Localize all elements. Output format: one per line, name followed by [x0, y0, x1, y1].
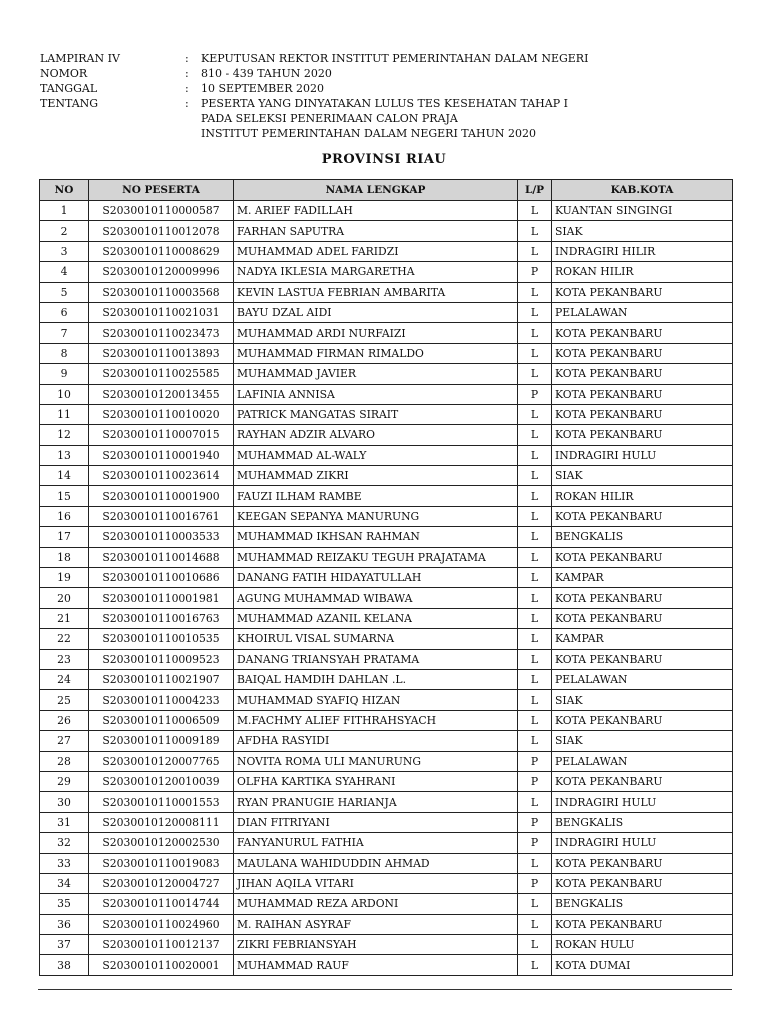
table-row	[40, 425, 733, 445]
cell-nama-lengkap: FANYANURUL FATHIA	[234, 833, 518, 853]
cell-no-peserta: S2030010110019083	[89, 853, 234, 873]
cell-no-peserta: S2030010120009996	[89, 262, 234, 282]
cell-no: 37	[40, 935, 89, 955]
cell-no: 32	[40, 833, 89, 853]
cell-kab-kota: KOTA PEKANBARU	[552, 873, 733, 893]
cell-nama-lengkap: KEEGAN SEPANYA MANURUNG	[234, 506, 518, 526]
tentang-line: INSTITUT PEMERINTAHAN DALAM NEGERI TAHUN 2020	[201, 127, 536, 140]
table-row	[40, 914, 733, 934]
cell-no-peserta: S2030010110003568	[89, 282, 234, 302]
table-row	[40, 486, 733, 506]
cell-nama-lengkap: LAFINIA ANNISA	[234, 384, 518, 404]
cell-nama-lengkap: MUHAMMAD ZIKRI	[234, 466, 518, 486]
cell-no-peserta: S2030010110010686	[89, 568, 234, 588]
cell-no: 6	[40, 302, 89, 322]
cell-lp: L	[518, 710, 552, 730]
cell-no: 23	[40, 649, 89, 669]
cell-nama-lengkap: BAYU DZAL AIDI	[234, 302, 518, 322]
cell-lp: P	[518, 812, 552, 832]
cell-no-peserta: S2030010120007765	[89, 751, 234, 771]
tentang-line: PESERTA YANG DINYATAKAN LULUS TES KESEHATAN TAHAP I	[201, 97, 568, 110]
cell-no: 21	[40, 608, 89, 628]
cell-nama-lengkap: DIAN FITRIYANI	[234, 812, 518, 832]
table-row	[40, 935, 733, 955]
colon: :	[185, 82, 189, 95]
table-row	[40, 608, 733, 628]
cell-lp: L	[518, 527, 552, 547]
cell-nama-lengkap: MUHAMMAD SYAFIQ HIZAN	[234, 690, 518, 710]
footer-divider	[38, 989, 732, 990]
cell-lp: L	[518, 364, 552, 384]
cell-no: 20	[40, 588, 89, 608]
cell-lp: L	[518, 894, 552, 914]
table-row	[40, 873, 733, 893]
cell-nama-lengkap: KHOIRUL VISAL SUMARNA	[234, 629, 518, 649]
cell-no: 4	[40, 262, 89, 282]
cell-no-peserta: S2030010110001981	[89, 588, 234, 608]
cell-kab-kota: KUANTAN SINGINGI	[552, 201, 733, 221]
cell-no-peserta: S2030010110008629	[89, 241, 234, 261]
table-row	[40, 955, 733, 975]
cell-kab-kota: SIAK	[552, 731, 733, 751]
cell-kab-kota: PELALAWAN	[552, 751, 733, 771]
cell-nama-lengkap: MAULANA WAHIDUDDIN AHMAD	[234, 853, 518, 873]
cell-no: 27	[40, 731, 89, 751]
cell-kab-kota: KOTA PEKANBARU	[552, 547, 733, 567]
cell-kab-kota: SIAK	[552, 466, 733, 486]
cell-lp: L	[518, 486, 552, 506]
cell-lp: L	[518, 629, 552, 649]
cell-lp: L	[518, 731, 552, 751]
cell-lp: L	[518, 935, 552, 955]
cell-lp: L	[518, 221, 552, 241]
header-row-tentang	[40, 96, 740, 141]
cell-no: 13	[40, 445, 89, 465]
table-row	[40, 384, 733, 404]
table-row	[40, 833, 733, 853]
table-row	[40, 445, 733, 465]
cell-nama-lengkap: KEVIN LASTUA FEBRIAN AMBARITA	[234, 282, 518, 302]
column-header-nama-lengkap: NAMA LENGKAP	[234, 180, 518, 201]
cell-nama-lengkap: ZIKRI FEBRIANSYAH	[234, 935, 518, 955]
cell-lp: L	[518, 690, 552, 710]
table-row	[40, 506, 733, 526]
document-header	[40, 51, 740, 141]
cell-nama-lengkap: MUHAMMAD ADEL FARIDZI	[234, 241, 518, 261]
cell-lp: L	[518, 404, 552, 424]
cell-nama-lengkap: MUHAMMAD AZANIL KELANA	[234, 608, 518, 628]
table-row	[40, 812, 733, 832]
cell-kab-kota: SIAK	[552, 221, 733, 241]
cell-no-peserta: S2030010110016763	[89, 608, 234, 628]
cell-no-peserta: S2030010110023614	[89, 466, 234, 486]
cell-kab-kota: INDRAGIRI HULU	[552, 833, 733, 853]
cell-lp: L	[518, 445, 552, 465]
cell-nama-lengkap: AFDHA RASYIDI	[234, 731, 518, 751]
cell-lp: L	[518, 323, 552, 343]
lampiran-value: KEPUTUSAN REKTOR INSTITUT PEMERINTAHAN DALAM NEGERI	[201, 52, 589, 65]
cell-nama-lengkap: BAIQAL HAMDIH DAHLAN .L.	[234, 669, 518, 689]
cell-no-peserta: S2030010110006509	[89, 710, 234, 730]
header-row-tanggal	[40, 81, 740, 96]
cell-no: 8	[40, 343, 89, 363]
cell-no: 24	[40, 669, 89, 689]
tanggal-value: 10 SEPTEMBER 2020	[201, 82, 324, 95]
cell-no-peserta: S2030010110001553	[89, 792, 234, 812]
cell-no-peserta: S2030010120004727	[89, 873, 234, 893]
cell-no: 25	[40, 690, 89, 710]
cell-no-peserta: S2030010110021907	[89, 669, 234, 689]
table-row	[40, 792, 733, 812]
table-row	[40, 302, 733, 322]
cell-nama-lengkap: MUHAMMAD FIRMAN RIMALDO	[234, 343, 518, 363]
lampiran-label: LAMPIRAN IV	[40, 52, 120, 65]
cell-lp: L	[518, 506, 552, 526]
cell-no-peserta: S2030010110016761	[89, 506, 234, 526]
cell-no-peserta: S2030010110013893	[89, 343, 234, 363]
table-row	[40, 527, 733, 547]
cell-no-peserta: S2030010110004233	[89, 690, 234, 710]
cell-no-peserta: S2030010110000587	[89, 201, 234, 221]
cell-nama-lengkap: MUHAMMAD REIZAKU TEGUH PRAJATAMA	[234, 547, 518, 567]
cell-nama-lengkap: FARHAN SAPUTRA	[234, 221, 518, 241]
header-row-lampiran	[40, 51, 740, 66]
cell-no: 16	[40, 506, 89, 526]
cell-no: 18	[40, 547, 89, 567]
cell-nama-lengkap: MUHAMMAD REZA ARDONI	[234, 894, 518, 914]
table-row	[40, 282, 733, 302]
cell-lp: L	[518, 608, 552, 628]
cell-nama-lengkap: RAYHAN ADZIR ALVARO	[234, 425, 518, 445]
cell-kab-kota: PELALAWAN	[552, 302, 733, 322]
table-row	[40, 894, 733, 914]
cell-no-peserta: S2030010120002530	[89, 833, 234, 853]
cell-nama-lengkap: DANANG TRIANSYAH PRATAMA	[234, 649, 518, 669]
cell-no-peserta: S2030010110003533	[89, 527, 234, 547]
cell-lp: L	[518, 466, 552, 486]
cell-nama-lengkap: RYAN PRANUGIE HARIANJA	[234, 792, 518, 812]
cell-no: 15	[40, 486, 89, 506]
participants-table	[39, 179, 733, 976]
table-row	[40, 568, 733, 588]
cell-lp: P	[518, 771, 552, 791]
cell-lp: L	[518, 201, 552, 221]
table-row	[40, 588, 733, 608]
cell-no-peserta: S2030010120010039	[89, 771, 234, 791]
table-body	[40, 201, 733, 976]
cell-no: 9	[40, 364, 89, 384]
table-row	[40, 343, 733, 363]
cell-kab-kota: KOTA PEKANBARU	[552, 506, 733, 526]
cell-no: 17	[40, 527, 89, 547]
tentang-line: PADA SELEKSI PENERIMAAN CALON PRAJA	[201, 112, 458, 125]
cell-no-peserta: S2030010120008111	[89, 812, 234, 832]
cell-no: 19	[40, 568, 89, 588]
cell-no: 28	[40, 751, 89, 771]
table-row	[40, 241, 733, 261]
cell-lp: P	[518, 751, 552, 771]
cell-nama-lengkap: OLFHA KARTIKA SYAHRANI	[234, 771, 518, 791]
cell-lp: L	[518, 853, 552, 873]
cell-no-peserta: S2030010110009523	[89, 649, 234, 669]
cell-no-peserta: S2030010110009189	[89, 731, 234, 751]
cell-kab-kota: KOTA PEKANBARU	[552, 425, 733, 445]
cell-no-peserta: S2030010110012137	[89, 935, 234, 955]
cell-no-peserta: S2030010110014744	[89, 894, 234, 914]
cell-lp: P	[518, 262, 552, 282]
cell-kab-kota: KOTA PEKANBARU	[552, 588, 733, 608]
table-row	[40, 629, 733, 649]
cell-kab-kota: INDRAGIRI HULU	[552, 445, 733, 465]
cell-kab-kota: KOTA PEKANBARU	[552, 771, 733, 791]
cell-no: 30	[40, 792, 89, 812]
cell-no: 33	[40, 853, 89, 873]
header-row-nomor	[40, 66, 740, 81]
cell-no: 26	[40, 710, 89, 730]
table-row	[40, 364, 733, 384]
cell-no-peserta: S2030010110001940	[89, 445, 234, 465]
cell-no-peserta: S2030010110024960	[89, 914, 234, 934]
cell-no: 12	[40, 425, 89, 445]
cell-lp: L	[518, 649, 552, 669]
cell-kab-kota: KOTA PEKANBARU	[552, 282, 733, 302]
cell-no-peserta: S2030010110010020	[89, 404, 234, 424]
tanggal-label: TANGGAL	[40, 82, 98, 95]
tentang-label: TENTANG	[40, 97, 99, 110]
cell-nama-lengkap: FAUZI ILHAM RAMBE	[234, 486, 518, 506]
cell-kab-kota: BENGKALIS	[552, 812, 733, 832]
colon: :	[185, 67, 189, 80]
cell-no: 11	[40, 404, 89, 424]
cell-no: 14	[40, 466, 89, 486]
cell-no-peserta: S2030010110012078	[89, 221, 234, 241]
nomor-value: 810 - 439 TAHUN 2020	[201, 67, 332, 80]
cell-kab-kota: KOTA PEKANBARU	[552, 853, 733, 873]
cell-nama-lengkap: M.FACHMY ALIEF FITHRAHSYACH	[234, 710, 518, 730]
cell-kab-kota: KAMPAR	[552, 568, 733, 588]
cell-lp: L	[518, 669, 552, 689]
cell-kab-kota: KOTA PEKANBARU	[552, 608, 733, 628]
table-row	[40, 751, 733, 771]
cell-kab-kota: KOTA DUMAI	[552, 955, 733, 975]
cell-nama-lengkap: JIHAN AQILA VITARI	[234, 873, 518, 893]
cell-no: 38	[40, 955, 89, 975]
cell-lp: L	[518, 568, 552, 588]
cell-lp: L	[518, 343, 552, 363]
colon: :	[185, 52, 189, 65]
table-row	[40, 466, 733, 486]
cell-lp: L	[518, 792, 552, 812]
cell-no-peserta: S2030010110010535	[89, 629, 234, 649]
column-header-kab-kota: KAB.KOTA	[552, 180, 733, 201]
table-row	[40, 731, 733, 751]
cell-nama-lengkap: MUHAMMAD AL-WALY	[234, 445, 518, 465]
cell-kab-kota: KOTA PEKANBARU	[552, 404, 733, 424]
table-row	[40, 404, 733, 424]
cell-lp: L	[518, 955, 552, 975]
cell-no-peserta: S2030010110025585	[89, 364, 234, 384]
cell-kab-kota: KOTA PEKANBARU	[552, 384, 733, 404]
cell-nama-lengkap: AGUNG MUHAMMAD WIBAWA	[234, 588, 518, 608]
cell-lp: P	[518, 384, 552, 404]
table-row	[40, 669, 733, 689]
cell-no-peserta: S2030010110001900	[89, 486, 234, 506]
table-row	[40, 853, 733, 873]
cell-nama-lengkap: M. ARIEF FADILLAH	[234, 201, 518, 221]
cell-nama-lengkap: DANANG FATIH HIDAYATULLAH	[234, 568, 518, 588]
table-header-row	[40, 180, 733, 201]
cell-kab-kota: KOTA PEKANBARU	[552, 364, 733, 384]
cell-lp: L	[518, 425, 552, 445]
cell-kab-kota: ROKAN HULU	[552, 935, 733, 955]
cell-nama-lengkap: M. RAIHAN ASYRAF	[234, 914, 518, 934]
cell-kab-kota: INDRAGIRI HULU	[552, 792, 733, 812]
column-header-no-peserta: NO PESERTA	[89, 180, 234, 201]
table-row	[40, 771, 733, 791]
cell-lp: L	[518, 241, 552, 261]
cell-kab-kota: KOTA PEKANBARU	[552, 343, 733, 363]
cell-lp: L	[518, 302, 552, 322]
cell-nama-lengkap: MUHAMMAD RAUF	[234, 955, 518, 975]
column-header-lp: L/P	[518, 180, 552, 201]
cell-no-peserta: S2030010110014688	[89, 547, 234, 567]
cell-no: 35	[40, 894, 89, 914]
nomor-label: NOMOR	[40, 67, 88, 80]
table-row	[40, 690, 733, 710]
table-row	[40, 262, 733, 282]
cell-no-peserta: S2030010110023473	[89, 323, 234, 343]
cell-kab-kota: BENGKALIS	[552, 894, 733, 914]
cell-no: 7	[40, 323, 89, 343]
table-row	[40, 710, 733, 730]
colon: :	[185, 97, 189, 110]
cell-lp: P	[518, 833, 552, 853]
cell-kab-kota: KOTA PEKANBARU	[552, 710, 733, 730]
cell-no: 1	[40, 201, 89, 221]
cell-kab-kota: BENGKALIS	[552, 527, 733, 547]
cell-nama-lengkap: PATRICK MANGATAS SIRAIT	[234, 404, 518, 424]
cell-no: 5	[40, 282, 89, 302]
cell-no: 2	[40, 221, 89, 241]
cell-no: 29	[40, 771, 89, 791]
column-header-no: NO	[40, 180, 89, 201]
cell-kab-kota: ROKAN HILIR	[552, 486, 733, 506]
province-title: PROVINSI RIAU	[321, 152, 447, 167]
cell-lp: L	[518, 282, 552, 302]
cell-no: 36	[40, 914, 89, 934]
cell-lp: L	[518, 588, 552, 608]
cell-kab-kota: KAMPAR	[552, 629, 733, 649]
cell-no: 10	[40, 384, 89, 404]
cell-nama-lengkap: NADYA IKLESIA MARGARETHA	[234, 262, 518, 282]
cell-no: 3	[40, 241, 89, 261]
cell-nama-lengkap: NOVITA ROMA ULI MANURUNG	[234, 751, 518, 771]
cell-no-peserta: S2030010110020001	[89, 955, 234, 975]
cell-kab-kota: KOTA PEKANBARU	[552, 914, 733, 934]
cell-lp: P	[518, 873, 552, 893]
table-row	[40, 221, 733, 241]
cell-kab-kota: PELALAWAN	[552, 669, 733, 689]
cell-kab-kota: SIAK	[552, 690, 733, 710]
cell-kab-kota: KOTA PEKANBARU	[552, 649, 733, 669]
cell-no: 34	[40, 873, 89, 893]
cell-kab-kota: KOTA PEKANBARU	[552, 323, 733, 343]
cell-no: 31	[40, 812, 89, 832]
table-row	[40, 201, 733, 221]
cell-no-peserta: S2030010110007015	[89, 425, 234, 445]
cell-no-peserta: S2030010120013455	[89, 384, 234, 404]
cell-kab-kota: ROKAN HILIR	[552, 262, 733, 282]
cell-nama-lengkap: MUHAMMAD IKHSAN RAHMAN	[234, 527, 518, 547]
table-row	[40, 649, 733, 669]
tentang-value	[201, 96, 740, 141]
cell-lp: L	[518, 547, 552, 567]
cell-nama-lengkap: MUHAMMAD ARDI NURFAIZI	[234, 323, 518, 343]
table-row	[40, 323, 733, 343]
cell-kab-kota: INDRAGIRI HILIR	[552, 241, 733, 261]
cell-no-peserta: S2030010110021031	[89, 302, 234, 322]
cell-no: 22	[40, 629, 89, 649]
cell-nama-lengkap: MUHAMMAD JAVIER	[234, 364, 518, 384]
table-row	[40, 547, 733, 567]
cell-lp: L	[518, 914, 552, 934]
